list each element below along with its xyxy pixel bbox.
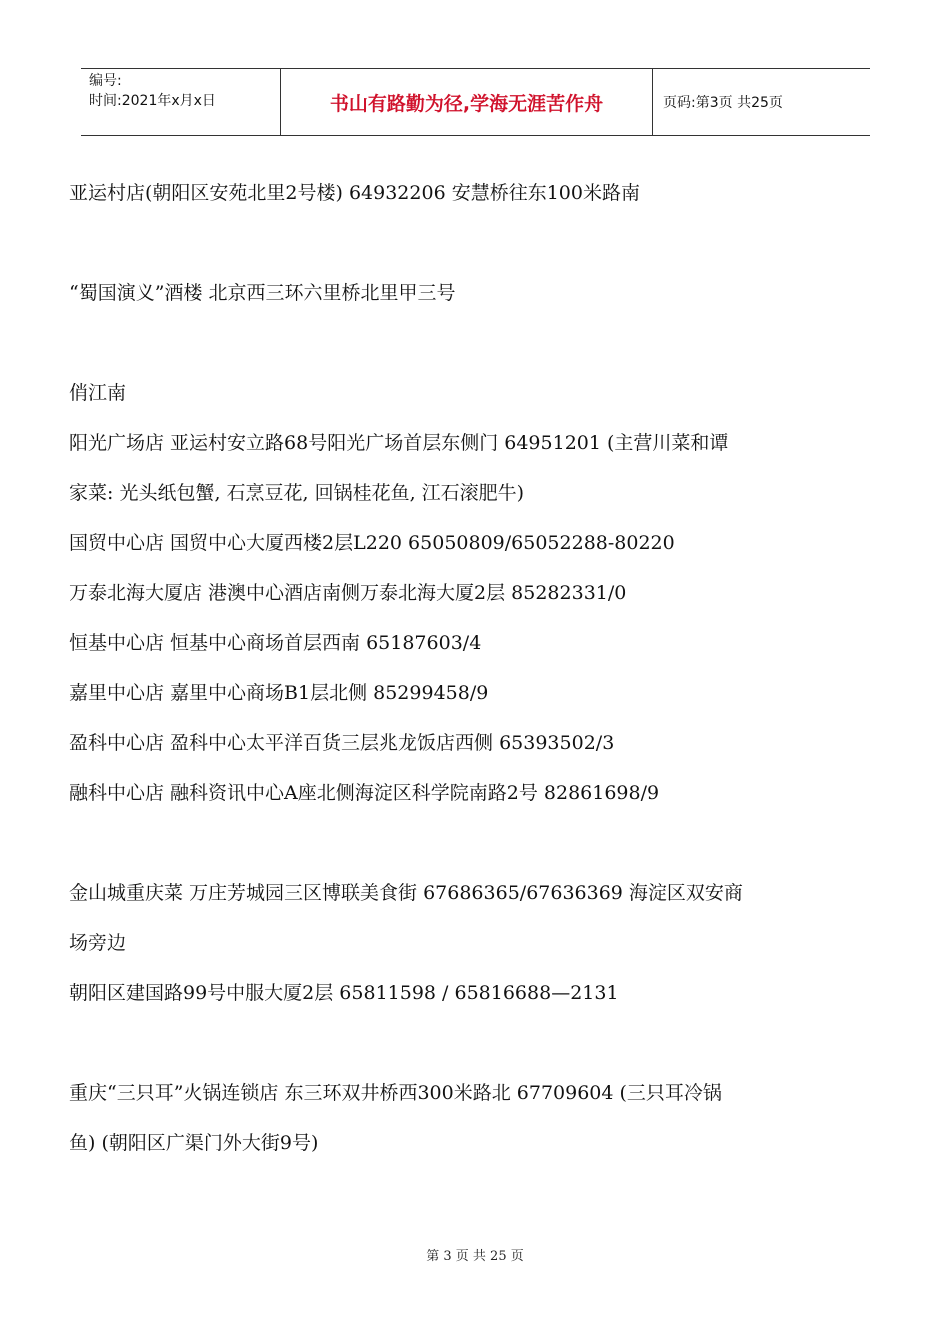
header-page-info: 页码:第3页 共25页 bbox=[663, 95, 783, 111]
text-line: 阳光广场店 亚运村安立路68号阳光广场首层东侧门 64951201 (主营川菜和谭 bbox=[69, 432, 729, 454]
document-body bbox=[69, 168, 889, 1168]
header-motto: 书山有路勤为径,学海无涯苦作舟 bbox=[281, 69, 653, 135]
text-line: 亚运村店(朝阳区安苑北里2号楼) 64932206 安慧桥往东100米路南 bbox=[69, 182, 640, 204]
text-line: 重庆“三只耳”火锅连锁店 东三环双井桥西300米路北 67709604 (三只耳冷锅 bbox=[69, 1082, 722, 1104]
text-line: 恒基中心店 恒基中心商场首层西南 65187603/4 bbox=[69, 632, 482, 654]
paragraph-gap bbox=[69, 218, 889, 268]
paragraph-gap bbox=[69, 818, 889, 868]
text-line: 俏江南 bbox=[69, 382, 127, 404]
text-line: “蜀国演义”酒楼 北京西三环六里桥北里甲三号 bbox=[69, 282, 456, 304]
header-meta bbox=[81, 69, 281, 135]
page-header bbox=[81, 68, 870, 136]
text-line: 融科中心店 融科资讯中心A座北侧海淀区科学院南路2号 82861698/9 bbox=[69, 782, 660, 804]
text-line: 金山城重庆菜 万庄芳城园三区博联美食街 67686365/67636369 海淀区双安商 bbox=[69, 882, 743, 904]
text-line: 盈科中心店 盈科中心太平洋百货三层兆龙饭店西侧 65393502/3 bbox=[69, 732, 615, 754]
text-line: 万泰北海大厦店 港澳中心酒店南侧万泰北海大厦2层 85282331/0 bbox=[69, 582, 627, 604]
paragraph-gap bbox=[69, 318, 889, 368]
text-line: 鱼) (朝阳区广渠门外大街9号) bbox=[69, 1132, 319, 1154]
paragraph-gap bbox=[69, 1018, 889, 1068]
doc-number-label: 编号: bbox=[89, 73, 122, 89]
text-line: 朝阳区建国路99号中服大厦2层 65811598 / 65816688—2131 bbox=[69, 982, 619, 1004]
text-line: 国贸中心店 国贸中心大厦西楼2层L220 65050809/65052288-80220 bbox=[69, 532, 675, 554]
doc-time-label: 时间:2021年x月x日 bbox=[89, 93, 216, 109]
page-footer: 第 3 页 共 25 页 bbox=[426, 1249, 524, 1264]
text-line: 家菜: 光头纸包蟹, 石烹豆花, 回锅桂花鱼, 江石滚肥牛) bbox=[69, 482, 525, 504]
text-line: 场旁边 bbox=[69, 932, 127, 954]
text-line: 嘉里中心店 嘉里中心商场B1层北侧 85299458/9 bbox=[69, 682, 489, 704]
